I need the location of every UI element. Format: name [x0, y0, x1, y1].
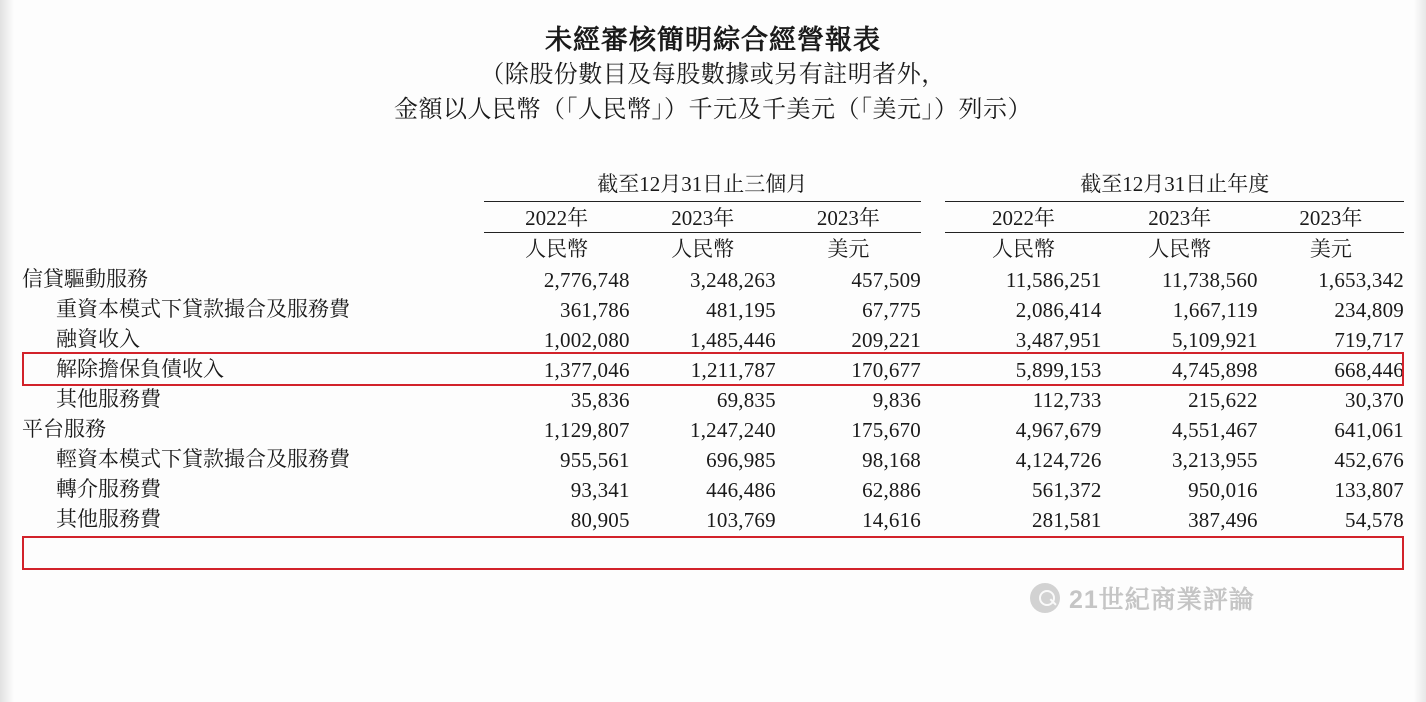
year-header-blank [22, 202, 484, 233]
row-value: 955,561 [560, 448, 630, 472]
row-value: 112,733 [1032, 388, 1102, 412]
row-value: 209,221 [851, 328, 922, 352]
row-value: 1,247,240 [690, 418, 776, 442]
column-spacer [921, 413, 945, 443]
row-value: 1,653,342 [1318, 268, 1404, 292]
year-header-y-2023-usd: 2023年 [1258, 202, 1404, 233]
column-spacer [921, 202, 945, 233]
row-value: 234,809 [1334, 298, 1404, 322]
row-label: 解除擔保負債收入 [56, 357, 224, 381]
row-value: 446,486 [706, 478, 776, 502]
row-value: 2,776,748 [543, 268, 630, 292]
subtitle-line-1: （除股份數目及每股數據或另有註明者外， [480, 62, 946, 89]
table-row [22, 473, 1404, 503]
row-value: 950,016 [1188, 478, 1258, 502]
row-value: 387,496 [1188, 508, 1258, 532]
row-value: 133,807 [1334, 478, 1404, 502]
circle-logo-icon [1030, 583, 1060, 613]
column-spacer [921, 473, 945, 503]
group-header-blank [22, 168, 484, 202]
row-value: 80,905 [570, 508, 630, 532]
table-group-header-row [22, 168, 1404, 202]
group-header-quarter [484, 168, 922, 202]
year-header-q-2022-cny: 2022年 [484, 202, 630, 233]
row-value: 4,124,726 [1015, 448, 1102, 472]
row-label: 重資本模式下貸款撮合及服務費 [56, 297, 350, 321]
table-row [22, 353, 1404, 383]
row-value: 69,835 [716, 388, 776, 412]
row-value: 4,745,898 [1171, 358, 1258, 382]
row-value: 98,168 [862, 448, 922, 472]
year-header-q-2023-usd: 2023年 [776, 202, 921, 233]
group-header-quarter-label: 截至12月31日止三個月 [484, 168, 922, 202]
currency-header-blank [22, 233, 484, 264]
row-value: 1,129,807 [543, 418, 630, 442]
row-value: 54,578 [1345, 508, 1404, 532]
table-row [22, 383, 1404, 413]
table-row [22, 323, 1404, 353]
row-value: 5,109,921 [1171, 328, 1258, 352]
watermark-text: 21世紀商業評論 [1069, 586, 1255, 614]
row-value: 1,002,080 [543, 328, 630, 352]
row-label: 融資收入 [56, 327, 140, 351]
table-row [22, 503, 1404, 533]
row-value: 30,370 [1345, 388, 1404, 412]
column-spacer [921, 263, 945, 293]
row-value: 561,372 [1031, 478, 1102, 502]
column-spacer [921, 293, 945, 323]
row-value: 2,086,414 [1015, 298, 1102, 322]
row-value: 457,509 [851, 268, 922, 292]
row-value: 62,886 [862, 478, 922, 502]
row-value: 11,738,560 [1162, 268, 1258, 292]
row-value: 67,775 [862, 298, 922, 322]
column-spacer [921, 383, 945, 413]
currency-header-y-2023-usd: 美元 [1309, 237, 1352, 261]
row-value: 9,836 [872, 388, 922, 412]
row-value: 668,446 [1334, 358, 1404, 382]
row-value: 361,786 [560, 298, 630, 322]
financial-table [22, 168, 1404, 533]
row-label: 轉介服務費 [56, 477, 161, 501]
currency-header-q-2022-cny: 人民幣 [525, 237, 589, 261]
row-value: 5,899,153 [1015, 358, 1102, 382]
currency-header-q-2023-usd: 美元 [827, 237, 870, 261]
row-value: 103,769 [706, 508, 776, 532]
row-value: 281,581 [1031, 508, 1102, 532]
row-value: 170,677 [851, 358, 922, 382]
currency-header-y-2022-cny: 人民幣 [992, 237, 1056, 261]
row-value: 175,670 [851, 418, 922, 442]
row-value: 1,377,046 [543, 358, 630, 382]
title-block [0, 0, 1426, 128]
year-header-y-2023-cny: 2023年 [1102, 202, 1258, 233]
row-value: 4,967,679 [1015, 418, 1102, 442]
table-row [22, 413, 1404, 443]
row-label: 其他服務費 [56, 507, 161, 531]
group-header-year-label: 截至12月31日止年度 [945, 168, 1404, 202]
row-value: 4,551,467 [1171, 418, 1258, 442]
watermark [1030, 580, 1255, 616]
financial-table-wrap [22, 168, 1404, 533]
row-value: 641,061 [1334, 418, 1404, 442]
subtitle-line-2: 金額以人民幣（「人民幣」）千元及千美元（「美元」）列示） [394, 97, 1032, 124]
row-value: 11,586,251 [1005, 268, 1102, 292]
row-label: 平台服務 [22, 417, 106, 441]
table-row [22, 263, 1404, 293]
table-year-header-row [22, 202, 1404, 233]
row-value: 1,485,446 [690, 328, 776, 352]
row-value: 3,487,951 [1015, 328, 1102, 352]
row-value: 452,676 [1334, 448, 1404, 472]
column-spacer [921, 323, 945, 353]
row-value: 1,211,787 [690, 358, 776, 382]
row-value: 696,985 [706, 448, 776, 472]
year-header-q-2023-cny: 2023年 [630, 202, 776, 233]
row-value: 3,213,955 [1171, 448, 1258, 472]
row-label: 其他服務費 [56, 387, 161, 411]
table-row-highlighted [22, 443, 1404, 473]
row-value: 93,341 [570, 478, 630, 502]
highlight-box-light-capital [22, 536, 1404, 570]
column-spacer [921, 168, 945, 202]
row-label: 信貸驅動服務 [22, 267, 148, 291]
group-header-year [945, 168, 1404, 202]
row-value: 481,195 [706, 298, 776, 322]
row-value: 215,622 [1188, 388, 1258, 412]
column-spacer [921, 503, 945, 533]
table-currency-header-row [22, 233, 1404, 264]
row-value: 719,717 [1334, 328, 1404, 352]
row-value: 14,616 [862, 508, 922, 532]
row-value: 1,667,119 [1172, 298, 1258, 322]
year-header-y-2022-cny: 2022年 [945, 202, 1101, 233]
row-value: 3,248,263 [690, 268, 776, 292]
column-spacer [921, 353, 945, 383]
column-spacer [921, 443, 945, 473]
column-spacer [921, 233, 945, 264]
row-value: 35,836 [570, 388, 630, 412]
currency-header-y-2023-cny: 人民幣 [1148, 237, 1212, 261]
currency-header-q-2023-cny: 人民幣 [671, 237, 735, 261]
row-label: 輕資本模式下貸款撮合及服務費 [56, 447, 350, 471]
table-row-highlighted [22, 293, 1404, 323]
page-title: 未經審核簡明綜合經營報表 [545, 25, 881, 55]
